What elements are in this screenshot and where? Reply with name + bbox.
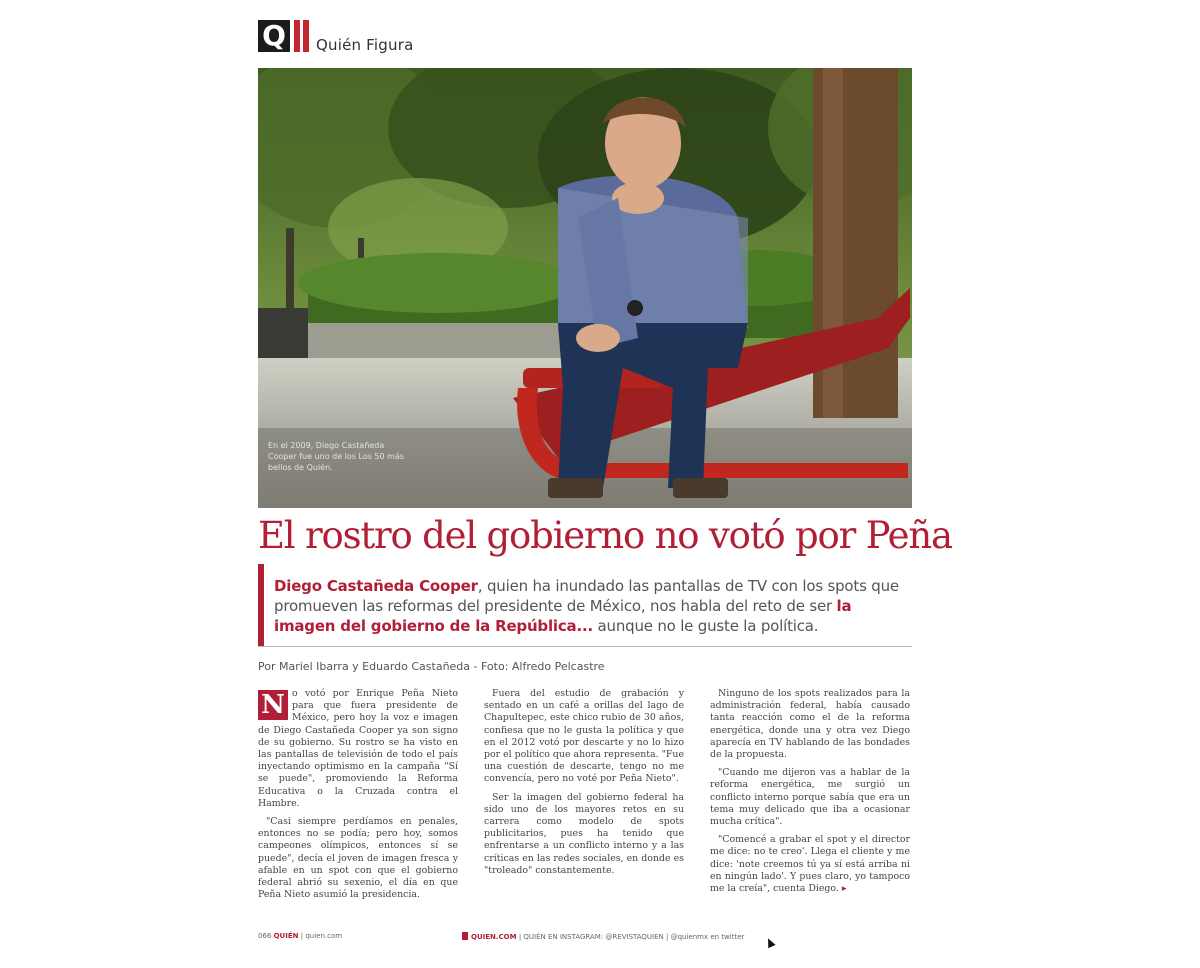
section-label: Quién Figura	[316, 36, 414, 54]
lead-text	[274, 576, 904, 636]
paragraph-text: "Comencé a grabar el spot y el director me dice: no te creo'. Llega el cliente y me dice: 'note creemos tú ya sí está arriba ni en ningún lado'. Y pues claro, yo tampoco me la creía", cuenta Diego.	[710, 834, 910, 895]
footer-social	[462, 932, 744, 941]
mouse-cursor-icon	[764, 937, 775, 949]
footer-folio	[258, 932, 342, 940]
photo-caption: En el 2009, Diego Castañeda Cooper fue uno de los Los 50 más bellos de Quién.	[268, 441, 405, 472]
footer-issue: | quien.com	[300, 932, 343, 940]
body-column-3	[710, 688, 910, 901]
body-column-2	[484, 688, 684, 883]
lead-part2: aunque no le guste la política.	[592, 617, 819, 635]
article-body	[258, 688, 912, 916]
lead-accent-bar	[258, 564, 264, 646]
magazine-page	[258, 14, 952, 964]
drop-cap: N	[258, 690, 288, 720]
divider	[258, 646, 912, 647]
article-headline: El rostro del gobierno no votó por Peña	[258, 514, 952, 557]
paragraph: Ninguno de los spots realizados para la administración federal, había causado tanta reacción como el de la reforma energética, donde una y otra vez Diego aparecía en TV hablando de las bondades de la propuesta.	[710, 688, 910, 761]
footer-mark-icon	[462, 932, 468, 940]
paragraph	[258, 688, 458, 810]
lead-name: Diego Castañeda Cooper	[274, 577, 478, 595]
quien-logo	[258, 18, 310, 54]
lead-highlight: la imagen del gobierno de la República...	[274, 597, 852, 635]
paragraph: "Cuando me dijeron vas a hablar de la reforma energética, me surgió un conflicto interno porque sabía que era un tema muy delicado que iba a ocasionar mucha crítica".	[710, 767, 910, 828]
page-footer	[258, 930, 912, 944]
body-column-1	[258, 688, 458, 907]
logo-bar-icon	[303, 20, 309, 52]
footer-social-text: | QUIÉN EN INSTAGRAM: @REVISTAQUIEN | @quienmx en twitter	[516, 933, 745, 941]
paragraph: Ser la imagen del gobierno federal ha sido uno de los mayores retos en su carrera como modelo de spots publicitarios, pues ha tenido que enfrentarse a un conflicto interno y a las críticas en las redes sociales, en donde es "troleado" constantemente.	[484, 791, 684, 876]
page-number: 066	[258, 932, 272, 940]
logo-bar-icon	[294, 20, 300, 52]
paragraph: Fuera del estudio de grabación y sentado en un café a orillas del lago de Chapultepec, este chico rubio de 30 años, confiesa que no le gusta la política y que en el 2012 votó por descarte y no lo hizo por el político que ahora representa. "Fue una cuestión de descarte, tengo no me convencía, pero no voté por Peña Nieto".	[484, 688, 684, 785]
footer-brand: QUIÉN	[273, 932, 299, 940]
paragraph	[710, 834, 910, 895]
lead-block	[258, 564, 912, 646]
byline: Por Mariel Ibarra y Eduardo Castañeda - Foto: Alfredo Pelcastre	[258, 660, 605, 673]
end-mark-icon: ▸	[841, 883, 847, 895]
lead-part1: , quien ha inundado las pantallas de TV con los spots que promueven las reformas del presidente de México, nos habla del reto de ser	[274, 577, 899, 615]
paragraph: "Casi siempre perdíamos en penales, entonces no se podía; pero hoy, somos campeones olímpicos, entonces sí se puede", decía el joven de imagen fresca y afable en un spot con que el gobierno federal abrió su sexenio, el día en que Peña Nieto asumió la presidencia.	[258, 816, 458, 901]
paragraph-text: o votó por Enrique Peña Nieto para que fuera presidente de México, pero hoy la voz e imagen de Diego Castañeda Cooper ya son signo de su gobierno. Su rostro se ha visto en las pantallas de televisión de todo el país inyectando optimismo en la campaña "Sí se puede", promoviendo la Reforma Educativa o la Cruzada contra el Hambre.	[258, 688, 458, 809]
feature-photo	[258, 68, 912, 508]
footer-site: QUIEN.COM	[471, 933, 517, 941]
logo-q-icon: Q	[258, 20, 290, 52]
